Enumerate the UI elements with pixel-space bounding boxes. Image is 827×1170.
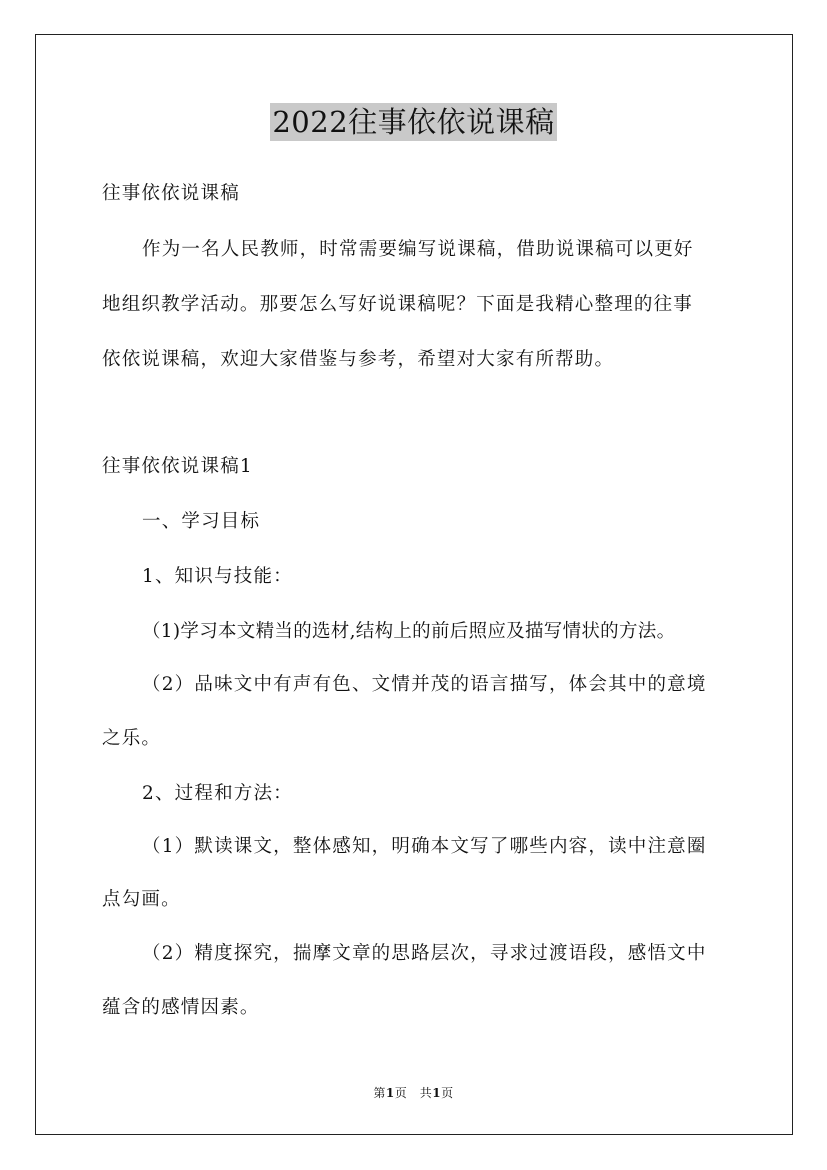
knowledge-item-line: （2）品味文中有声有色、文情并茂的语言描写，体会其中的意境 bbox=[142, 674, 707, 695]
intro-paragraph-line: 作为一名人民教师，时常需要编写说课稿，借助说课稿可以更好 bbox=[142, 239, 694, 260]
knowledge-item-line: 之乐。 bbox=[102, 728, 162, 749]
footer-page-total: 1 bbox=[432, 1086, 442, 1100]
footer-page-mid: 页 共 bbox=[394, 1086, 433, 1100]
process-heading: 2、过程和方法： bbox=[142, 783, 293, 804]
process-item-line: （2）精度探究，揣摩文章的思路层次，寻求过渡语段，感悟文中 bbox=[142, 943, 707, 964]
knowledge-heading: 1、知识与技能： bbox=[142, 566, 293, 587]
page-footer bbox=[0, 1085, 827, 1101]
title-container bbox=[0, 103, 827, 141]
process-item-line: 点勾画。 bbox=[102, 889, 181, 910]
goal-heading: 一、学习目标 bbox=[142, 511, 261, 532]
intro-paragraph-line: 依依说课稿，欢迎大家借鉴与参考，希望对大家有所帮助。 bbox=[102, 349, 615, 370]
document-subtitle: 往事依依说课稿 bbox=[102, 183, 240, 204]
footer-page-current: 1 bbox=[385, 1086, 395, 1100]
knowledge-item-line: （1)学习本文精当的选材,结构上的前后照应及描写情状的方法。 bbox=[142, 621, 676, 642]
document-title: 2022往事依依说课稿 bbox=[272, 105, 555, 139]
process-item-line: 蕴含的感情因素。 bbox=[102, 997, 260, 1018]
footer-page-prefix: 第 bbox=[373, 1086, 386, 1100]
section-heading: 往事依依说课稿1 bbox=[102, 456, 253, 477]
intro-paragraph-line: 地组织教学活动。那要怎么写好说课稿呢？下面是我精心整理的往事 bbox=[102, 294, 694, 315]
process-item-line: （1）默读课文，整体感知，明确本文写了哪些内容，读中注意圈 bbox=[142, 836, 707, 857]
footer-page-suffix: 页 bbox=[441, 1086, 454, 1100]
